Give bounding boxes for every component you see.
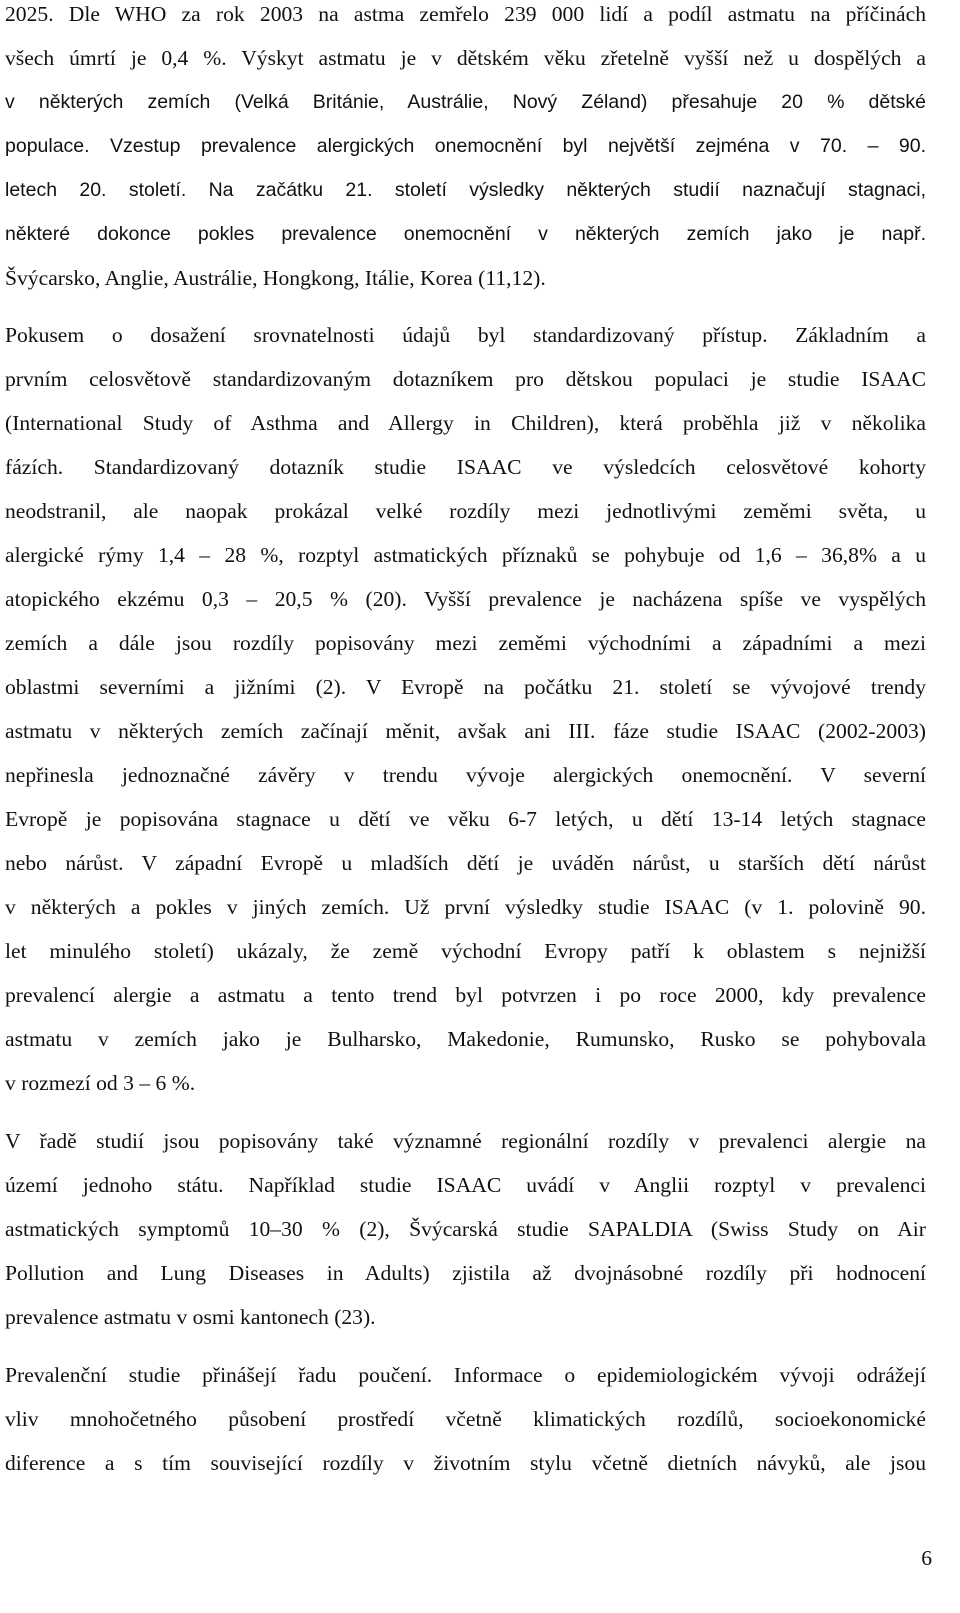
text-line: Evropě je popisována stagnace u dětí ve věku 6-7 letých, u dětí 13-14 letých stagnace: [5, 807, 926, 831]
text-line: oblastmi severními a jižními (2). V Evropě na počátku 21. století se vývojové trendy: [5, 675, 926, 699]
text-line: prvním celosvětově standardizovaným dotazníkem pro dětskou populaci je studie ISAAC: [5, 367, 926, 391]
text-line: neodstranil, ale naopak prokázal velké rozdíly mezi jednotlivými zeměmi světa, u: [5, 499, 926, 523]
text-line: nebo nárůst. V západní Evropě u mladších dětí je uváděn nárůst, u starších dětí nárůst: [5, 851, 926, 875]
text-line: astmatických symptomů 10–30 % (2), Švýcarská studie SAPALDIA (Swiss Study on Air: [5, 1217, 926, 1241]
text-line: let minulého století) ukázaly, že země východní Evropy patří k oblastem s nejnižší: [5, 939, 926, 963]
text-line: 2025. Dle WHO za rok 2003 na astma zemřelo 239 000 lidí a podíl astmatu na příčinách: [5, 2, 926, 26]
text-line: diference a s tím související rozdíly v životním stylu včetně dietních návyků, ale jsou: [5, 1451, 926, 1475]
text-line: některé dokonce pokles prevalence onemocnění v některých zemích jako je např.: [5, 223, 926, 245]
text-line: území jednoho státu. Například studie ISAAC uvádí v Anglii rozptyl v prevalenci: [5, 1173, 926, 1197]
text-line: alergické rýmy 1,4 – 28 %, rozptyl astmatických příznaků se pohybuje od 1,6 – 36,8% a u: [5, 543, 926, 567]
text-line: astmatu v některých zemích začínají měnit, avšak ani III. fáze studie ISAAC (2002-2003): [5, 719, 926, 743]
text-line: populace. Vzestup prevalence alergických onemocnění byl největší zejména v 70. – 90.: [5, 135, 926, 157]
text-line: prevalencí alergie a astmatu a tento trend byl potvrzen i po roce 2000, kdy prevalence: [5, 983, 926, 1007]
text-line: Švýcarsko, Anglie, Austrálie, Hongkong, Itálie, Korea (11,12).: [5, 266, 546, 290]
text-line: v některých a pokles v jiných zemích. Už první výsledky studie ISAAC (v 1. polovině 90.: [5, 895, 926, 919]
text-line: Pollution and Lung Diseases in Adults) zjistila až dvojnásobné rozdíly při hodnocení: [5, 1261, 926, 1285]
text-line: astmatu v zemích jako je Bulharsko, Makedonie, Rumunsko, Rusko se pohybovala: [5, 1027, 926, 1051]
text-line: Pokusem o dosažení srovnatelnosti údajů byl standardizovaný přístup. Základním a: [5, 323, 926, 347]
text-line: fázích. Standardizovaný dotazník studie ISAAC ve výsledcích celosvětové kohorty: [5, 455, 926, 479]
text-line: všech úmrtí je 0,4 %. Výskyt astmatu je v dětském věku zřetelně vyšší než u dospělých a: [5, 46, 926, 70]
text-line: V řadě studií jsou popisovány také významné regionální rozdíly v prevalenci alergie na: [5, 1129, 926, 1153]
page-number: 6: [921, 1546, 932, 1570]
text-line: zemích a dále jsou rozdíly popisovány mezi zeměmi východními a západními a mezi: [5, 631, 926, 655]
text-line: v některých zemích (Velká Británie, Austrálie, Nový Zéland) přesahuje 20 % dětské: [5, 91, 926, 113]
text-line: nepřinesla jednoznačné závěry v trendu vývoje alergických onemocnění. V severní: [5, 763, 926, 787]
text-line: (International Study of Asthma and Allergy in Children), která proběhla již v několika: [5, 411, 926, 435]
text-line: letech 20. století. Na začátku 21. století výsledky některých studií naznačují stagnaci,: [5, 179, 926, 201]
text-line: Prevalenční studie přinášejí řadu poučení. Informace o epidemiologickém vývoji odrážejí: [5, 1363, 926, 1387]
text-line: prevalence astmatu v osmi kantonech (23).: [5, 1305, 376, 1329]
text-line: atopického ekzému 0,3 – 20,5 % (20). Vyšší prevalence je nacházena spíše ve vyspělých: [5, 587, 926, 611]
text-line: v rozmezí od 3 – 6 %.: [5, 1071, 196, 1095]
text-line: vliv mnohočetného působení prostředí včetně klimatických rozdílů, socioekonomické: [5, 1407, 926, 1431]
